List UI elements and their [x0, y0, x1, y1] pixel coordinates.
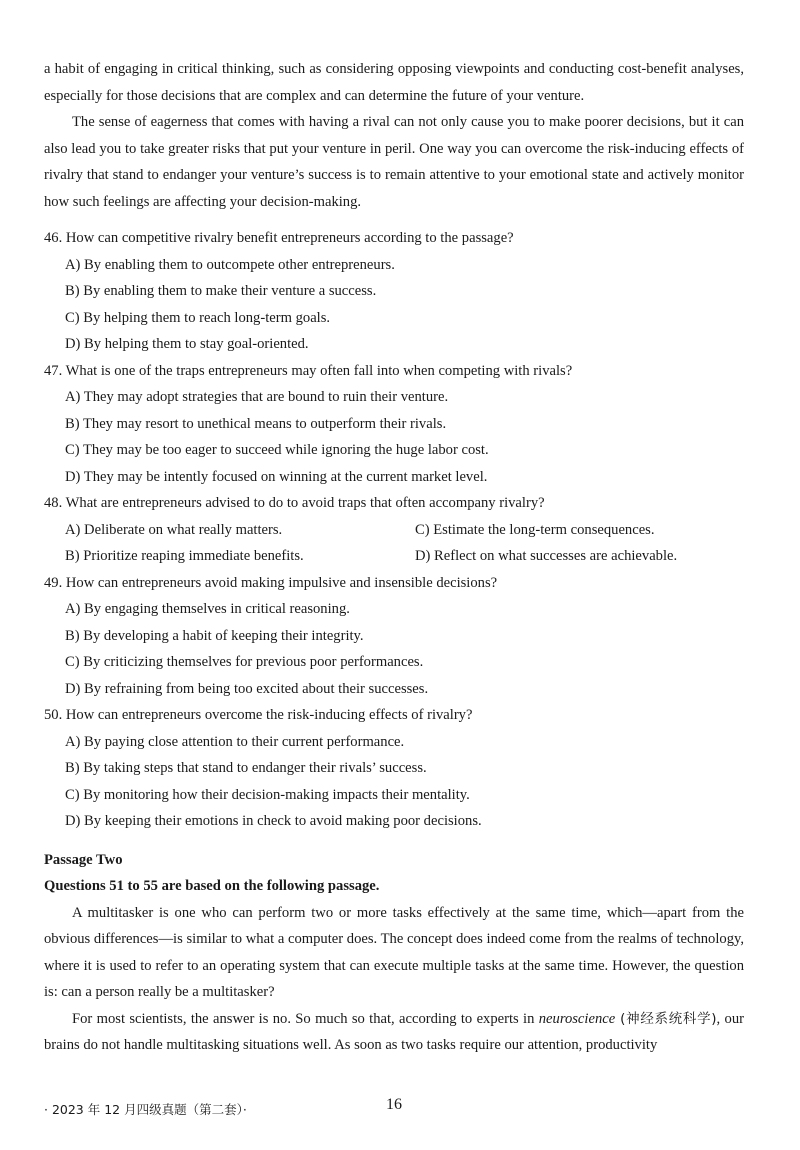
question-50-stem: 50. How can entrepreneurs overcome the risk-inducing effects of rivalry? [44, 707, 473, 723]
question-48-option-d[interactable]: D) Reflect on what successes are achievable. [415, 548, 678, 564]
question-47-stem: 47. What is one of the traps entrepreneurs may often fall into when competing with rivals? [44, 362, 573, 379]
question-47-option-c[interactable]: C) They may be too eager to succeed while ignoring the huge labor cost. [65, 442, 489, 458]
question-50-option-a[interactable]: A) By paying close attention to their current performance. [65, 733, 405, 750]
exam-label: · 2023 年 12 月四级真题（第二套）· [44, 1102, 247, 1117]
question-49-option-c[interactable]: C) By criticizing themselves for previous poor performances. [65, 654, 424, 670]
chinese-gloss: (神经系统科学) [615, 1010, 717, 1027]
question-48-option-b[interactable]: B) Prioritize reaping immediate benefits. [65, 548, 304, 564]
passage-two-paragraph: A multitasker is one who can perform two or more tasks effectively at the same time, which—apart from the obvious differences—is similar to what a computer does. The concept does indeed come from the realms of technology, where it is used to refer to an operating system that can execute multiple tasks at the same time. However, the question is: can a person really be a multitasker? [44, 904, 744, 1000]
question-49-option-d[interactable]: D) By refraining from being too excited about their successes. [65, 680, 429, 697]
question-49-stem: 49. How can entrepreneurs avoid making impulsive and insensible decisions? [44, 574, 498, 591]
question-48-option-c[interactable]: C) Estimate the long-term consequences. [415, 521, 655, 538]
question-50-option-c[interactable]: C) By monitoring how their decision-making impacts their mentality. [65, 786, 470, 803]
question-48-stem: 48. What are entrepreneurs advised to do to avoid traps that often accompany rivalry? [44, 495, 545, 511]
question-48-options [44, 517, 744, 570]
italic-term: neuroscience [538, 1010, 616, 1027]
question-47-option-d[interactable]: D) They may be intently focused on winning at the current market level. [65, 468, 488, 485]
question-46-option-a[interactable]: A) By enabling them to outcompete other entrepreneurs. [65, 256, 395, 273]
question-46-stem: 46. How can competitive rivalry benefit entrepreneurs according to the passage? [44, 230, 514, 246]
question-50-option-b[interactable]: B) By taking steps that stand to endanger their rivals’ success. [65, 760, 427, 776]
passage-two-title: Passage Two [44, 851, 123, 868]
question-46-option-d[interactable]: D) By helping them to stay goal-oriented. [65, 336, 309, 352]
question-49-option-a[interactable]: A) By engaging themselves in critical reasoning. [65, 601, 350, 617]
passage-two-paragraph-2 [44, 1006, 744, 1059]
question-50-option-d[interactable]: D) By keeping their emotions in check to avoid making poor decisions. [65, 813, 482, 829]
passage-two-instruction: Questions 51 to 55 are based on the following passage. [44, 878, 380, 894]
exam-page [44, 56, 744, 1059]
paragraph-text: , our brains do not handle multitasking situations well. As soon as two tasks require our attention, productivity [44, 1010, 744, 1053]
passage-one-paragraph: The sense of eagerness that comes with having a rival can not only cause you to make poorer decisions, but it can also lead you to take greater risks that put your venture in peril. One way you can overcome the risk-inducing effects of rivalry that stand to endanger your venture’s success is to remain attentive to your emotional state and actively monitor how such feelings are affecting your decision-making. [44, 114, 744, 210]
question-46-option-c[interactable]: C) By helping them to reach long-term goals. [65, 309, 331, 326]
passage-one-paragraph: a habit of engaging in critical thinking, such as considering opposing viewpoints and conducting cost-benefit analyses, especially for those decisions that are complex and can determine the future of your venture. [44, 61, 744, 104]
page-number: 16 [386, 1096, 402, 1113]
question-48-option-a[interactable]: A) Deliberate on what really matters. [65, 521, 283, 538]
question-47-option-a[interactable]: A) They may adopt strategies that are bound to ruin their venture. [65, 389, 449, 405]
paragraph-text: For most scientists, the answer is no. So much so that, according to experts in [72, 1010, 539, 1027]
question-49-option-b[interactable]: B) By developing a habit of keeping their integrity. [65, 627, 364, 644]
question-46-option-b[interactable]: B) By enabling them to make their venture a success. [65, 283, 377, 299]
question-47-option-b[interactable]: B) They may resort to unethical means to outperform their rivals. [65, 415, 447, 432]
